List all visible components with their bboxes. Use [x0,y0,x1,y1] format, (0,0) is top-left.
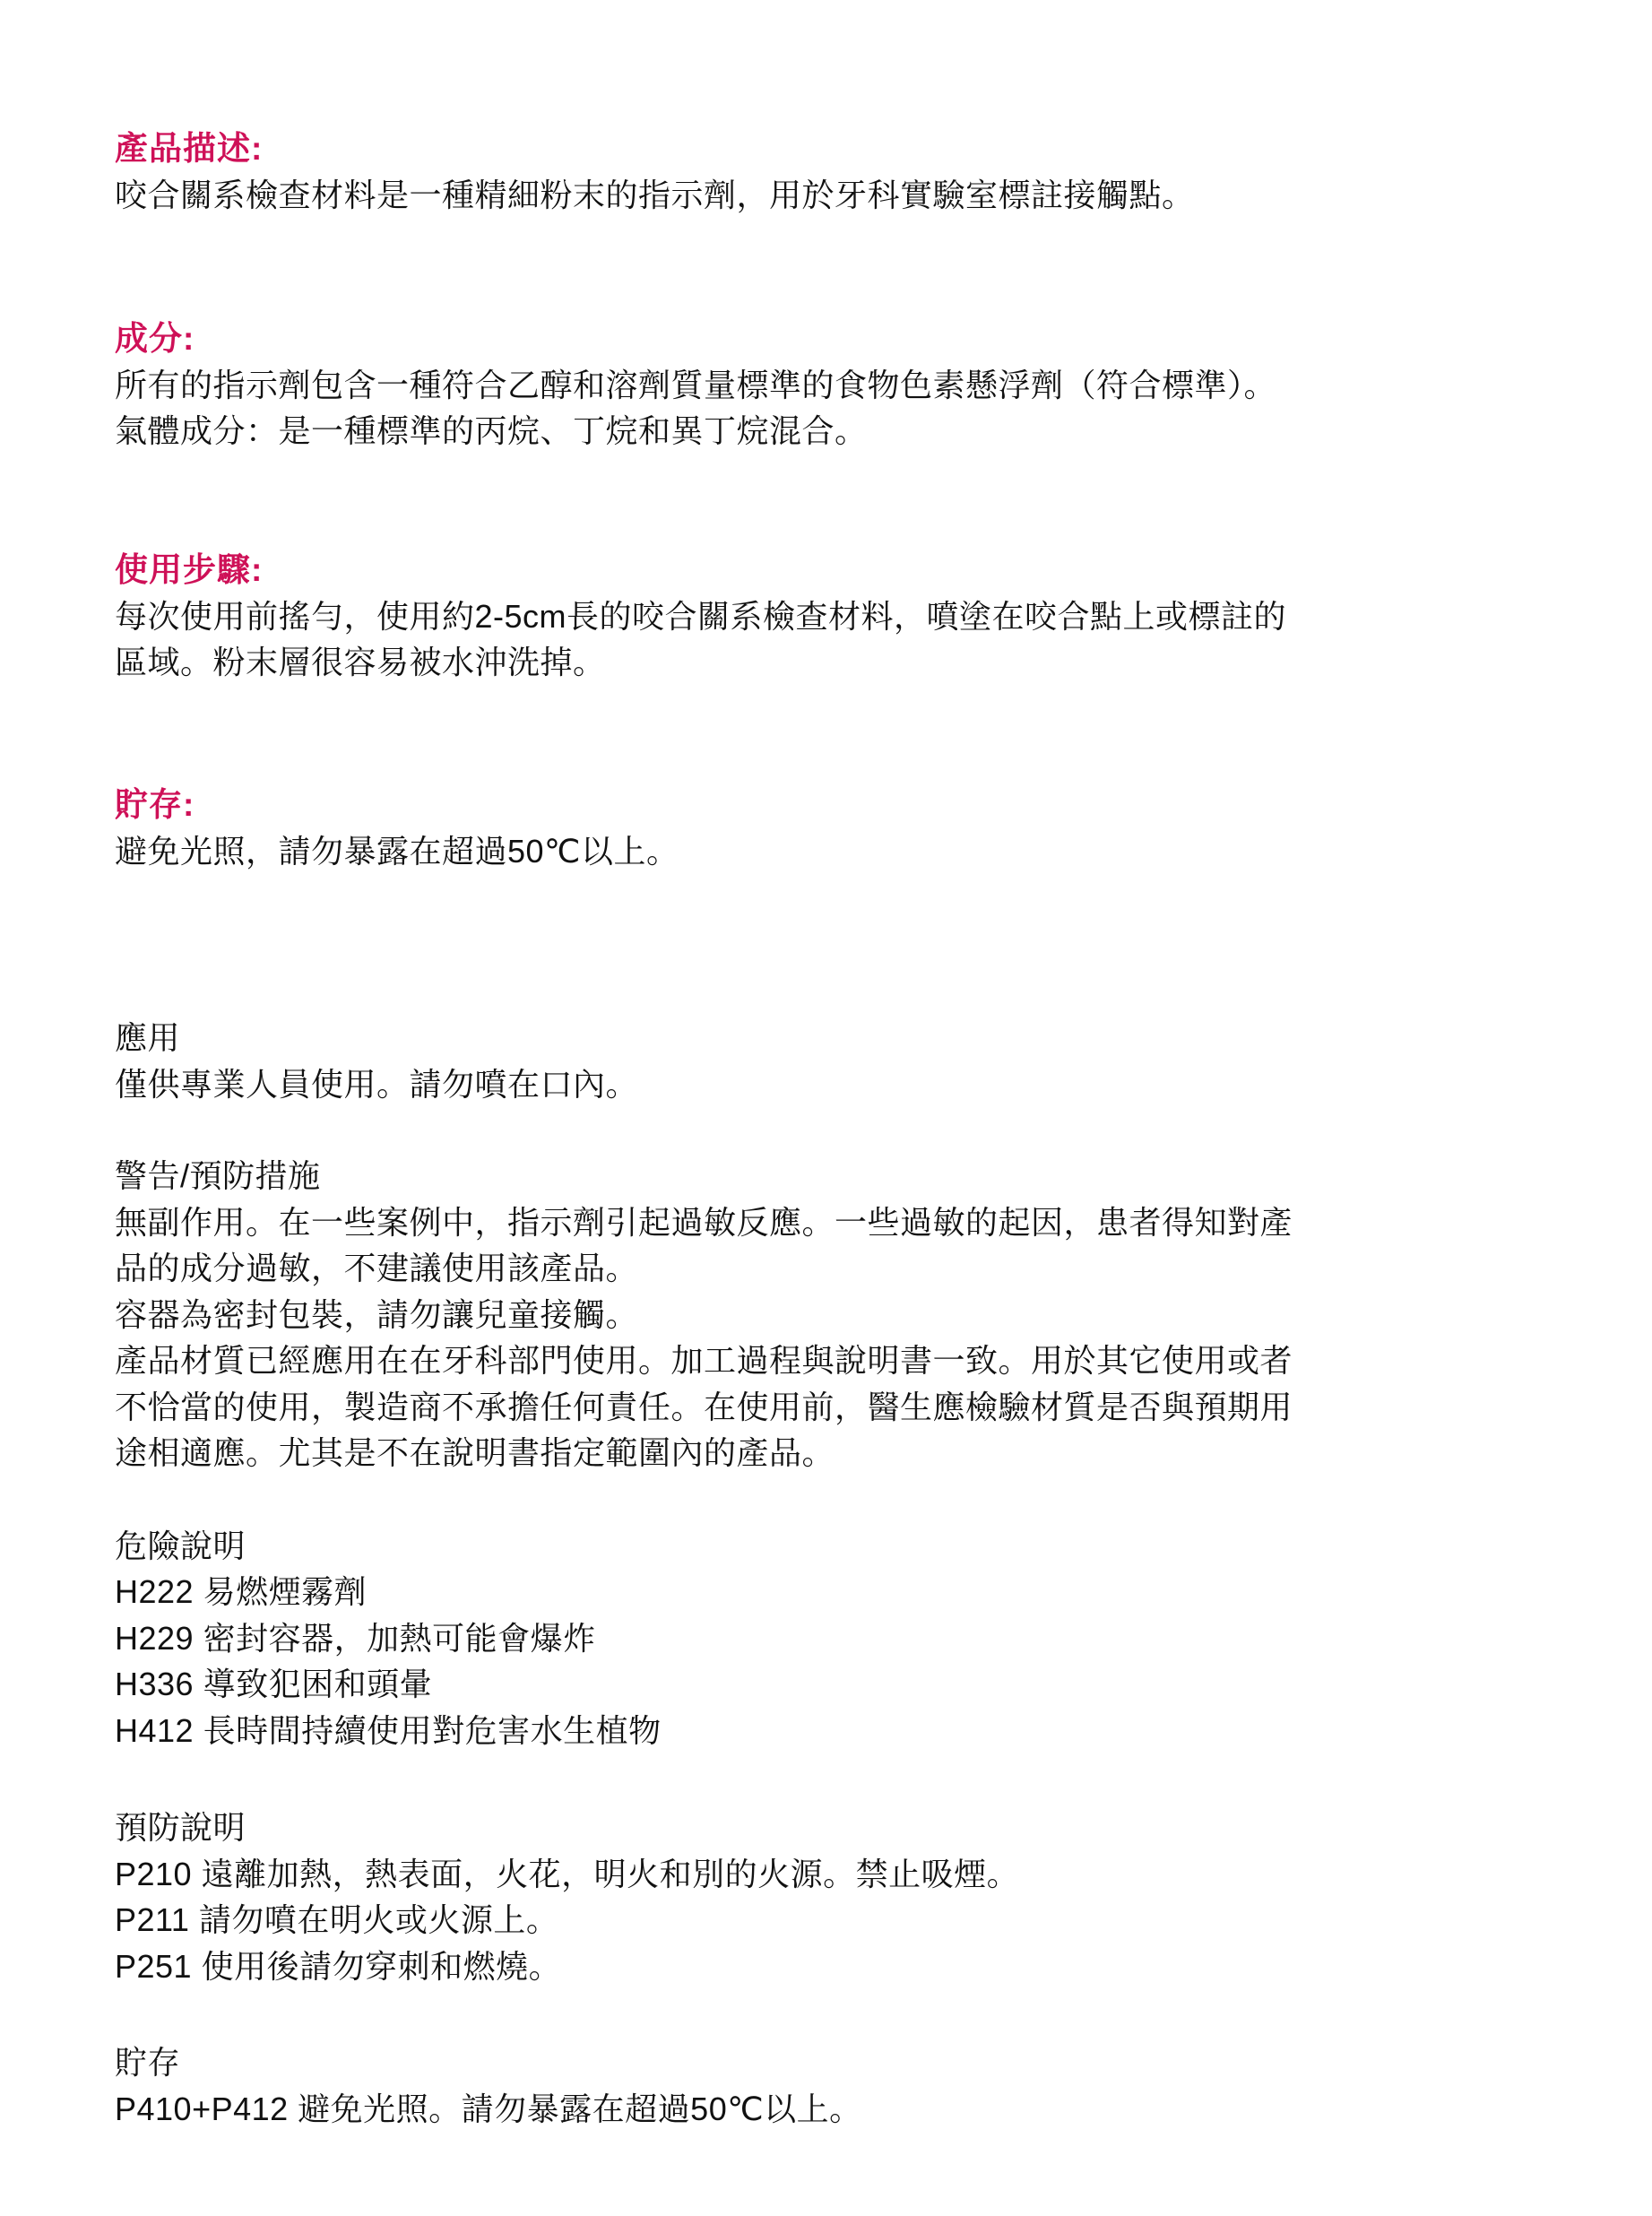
hazard-statement-h336: H336 導致犯困和頭暈 [115,1666,433,1702]
product-description-line: 咬合關系檢查材料是一種精細粉末的指示劑，用於牙科實驗室標註接觸點。 [115,177,1195,213]
warnings-line: 容器為密封包裝，請勿讓兒童接觸。 [115,1295,639,1333]
ingredients-heading: 成分: [115,319,195,357]
usage-steps-heading: 使用步驟: [115,550,264,588]
section-precautionary-statements [115,1805,1383,1989]
section-storage-codes [115,2039,1383,2132]
product-description-heading: 產品描述: [115,130,264,167]
storage-codes-line: P410+P412 避免光照。請勿暴露在超過50℃以上。 [115,2090,862,2127]
warnings-line: 途相適應。尤其是不在說明書指定範圍內的產品。 [115,1434,835,1471]
usage-steps-line: 區域。粉末層很容易被水沖洗掉。 [115,644,606,680]
application-line: 僅供專業人員使用。請勿噴在口內。 [115,1065,639,1103]
section-ingredients [115,316,1383,454]
warnings-heading: 警告/預防措施 [115,1157,321,1194]
storage-heading: 貯存: [115,785,195,823]
warnings-line: 品的成分過敏，不建議使用該產品。 [115,1250,639,1286]
precautionary-statement-p251: P251 使用後請勿穿刺和燃燒。 [115,1947,562,1985]
precautionary-statement-p210: P210 遠離加熱，熱表面，火花，明火和別的火源。禁止吸煙。 [115,1855,1020,1892]
application-heading: 應用 [115,1019,181,1056]
section-application [115,1015,1383,1107]
hazard-statement-h222: H222 易燃煙霧劑 [115,1573,368,1610]
section-hazard-statements [115,1523,1383,1754]
hazard-statements-heading: 危險說明 [115,1527,247,1564]
storage-codes-heading: 貯存 [115,2044,181,2081]
precautionary-statements-heading: 預防說明 [115,1809,247,1846]
section-storage [115,782,1383,875]
precautionary-statement-p211: P211 請勿噴在明火或火源上。 [115,1901,559,1938]
warnings-line: 不恰當的使用，製造商不承擔任何責任。在使用前，醫生應檢驗材質是否與預期用 [115,1388,1293,1425]
hazard-statement-h412: H412 長時間持續使用對危害水生植物 [115,1711,662,1749]
usage-steps-line: 每次使用前搖勻，使用約2-5cm長的咬合關系檢查材料，噴塗在咬合點上或標註的 [115,597,1287,635]
hazard-statement-h229: H229 密封容器，加熱可能會爆炸 [115,1619,596,1657]
section-warnings-precautions [115,1153,1383,1476]
ingredients-line: 氣體成分：是一種標準的丙烷、丁烷和異丁烷混合。 [115,412,868,449]
warnings-line: 無副作用。在一些案例中，指示劑引起過敏反應。一些過敏的起因，患者得知對產 [115,1203,1293,1241]
section-product-description [115,126,1383,219]
section-usage-steps [115,547,1383,686]
storage-line: 避免光照，請勿暴露在超過50℃以上。 [115,832,679,870]
warnings-line: 產品材質已經應用在在牙科部門使用。加工過程與說明書一致。用於其它使用或者 [115,1342,1293,1379]
ingredients-line: 所有的指示劑包含一種符合乙醇和溶劑質量標準的食物色素懸浮劑（符合標準）。 [115,366,1277,403]
